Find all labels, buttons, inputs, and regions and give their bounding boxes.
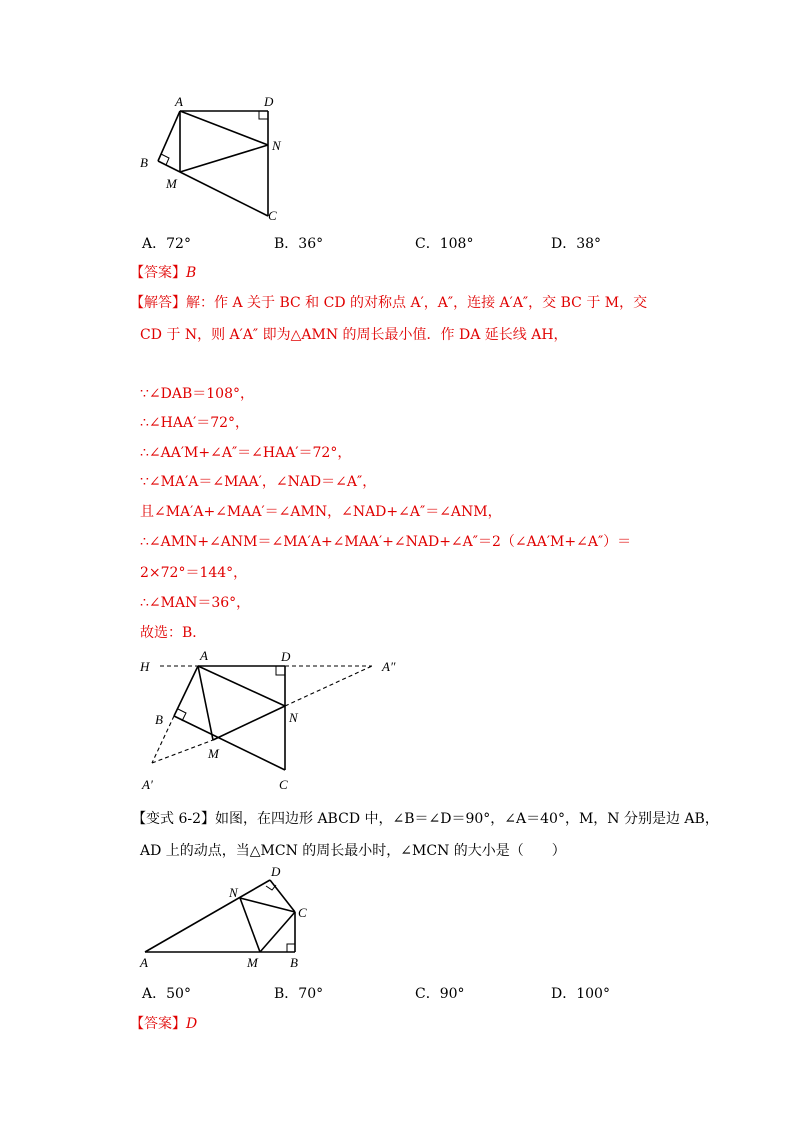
q2-option-a: A．50° [142, 986, 191, 1002]
fig1-label-c: C [268, 208, 277, 223]
solution-line-2: CD 于 N，则 A′A″ 即为△AMN 的周长最小值．作 DA 延长线 AH， [140, 327, 568, 343]
q2-option-d: D．100° [551, 986, 610, 1002]
fig1-label-a: A [175, 94, 183, 109]
figure-1 [130, 90, 300, 230]
solution-step-6: ∴∠AMN+∠ANM＝∠MA′A+∠MAA′+∠NAD+∠A″＝2（∠AA′M+∠A″）＝ [140, 534, 632, 550]
answer-value: B [186, 265, 197, 281]
fig3-label-d: D [271, 864, 281, 879]
solution-step-8: ∴∠MAN＝36°， [140, 595, 251, 611]
q2-question-line-1: 【变式 6-2】如图，在四边形 ABCD 中，∠B＝∠D＝90°，∠A＝40°，M，N 分别是边 AB， [132, 811, 719, 827]
answer-tag: 【答案】 [130, 265, 186, 281]
fig3-label-n: N [229, 885, 238, 900]
fig3-label-c: C [298, 905, 307, 920]
solution-step-1: ∵∠DAB＝108°， [140, 386, 254, 402]
fig2-label-a: A [200, 648, 208, 663]
q1-option-b: B．36° [274, 236, 324, 252]
answer-value: D [186, 1016, 198, 1032]
fig2-label-h: H [140, 659, 150, 674]
solution-step-5: 且∠MA′A+∠MAA′＝∠AMN，∠NAD+∠A″＝∠ANM， [140, 504, 502, 520]
q1-option-a: A．72° [142, 236, 191, 252]
solution-line-1: 【解答】解：作 A 关于 BC 和 CD 的对称点 A′，A″，连接 A′A″，交 BC 于 M，交 [130, 295, 648, 311]
q2-option-c: C．90° [415, 986, 465, 1002]
fig3-label-m: M [247, 955, 258, 970]
fig2-label-m: M [208, 746, 219, 761]
answer-tag: 【答案】 [130, 1016, 186, 1032]
fig3-label-b: B [290, 955, 298, 970]
fig1-label-n: N [272, 138, 281, 153]
fig2-label-a1: A′ [142, 777, 153, 792]
solution-step-9: 故选：B． [140, 625, 207, 641]
q2-option-b: B．70° [274, 986, 324, 1002]
solution-step-2: ∴∠HAA′＝72°， [140, 415, 250, 431]
fig2-label-b: B [155, 712, 163, 727]
solution-step-4: ∵∠MA′A＝∠MAA′，∠NAD＝∠A″， [140, 474, 377, 490]
fig2-label-a2: A″ [382, 659, 396, 674]
variant-tag: 【变式 6-2】 [132, 811, 215, 827]
fig2-label-d: D [281, 649, 291, 664]
fig1-label-d: D [264, 94, 274, 109]
figure-2 [135, 645, 410, 795]
solution-step-3: ∴∠AA′M+∠A″＝∠HAA′＝72°， [140, 445, 352, 461]
q1-answer [130, 262, 196, 282]
fig2-label-c: C [279, 777, 288, 792]
fig2-label-n: N [289, 710, 298, 725]
q2-answer [130, 1013, 197, 1033]
fig1-label-b: B [140, 155, 148, 170]
q1-option-d: D．38° [551, 236, 602, 252]
q2-question-line-2: AD 上的动点，当△MCN 的周长最小时，∠MCN 的大小是（ ） [140, 843, 566, 859]
fig3-label-a: A [140, 955, 148, 970]
q1-option-c: C．108° [415, 236, 474, 252]
solution-tag: 【解答】 [130, 295, 186, 311]
figure-3 [135, 862, 310, 972]
fig1-label-m: M [166, 176, 177, 191]
solution-step-7: 2×72°＝144°， [140, 565, 248, 581]
